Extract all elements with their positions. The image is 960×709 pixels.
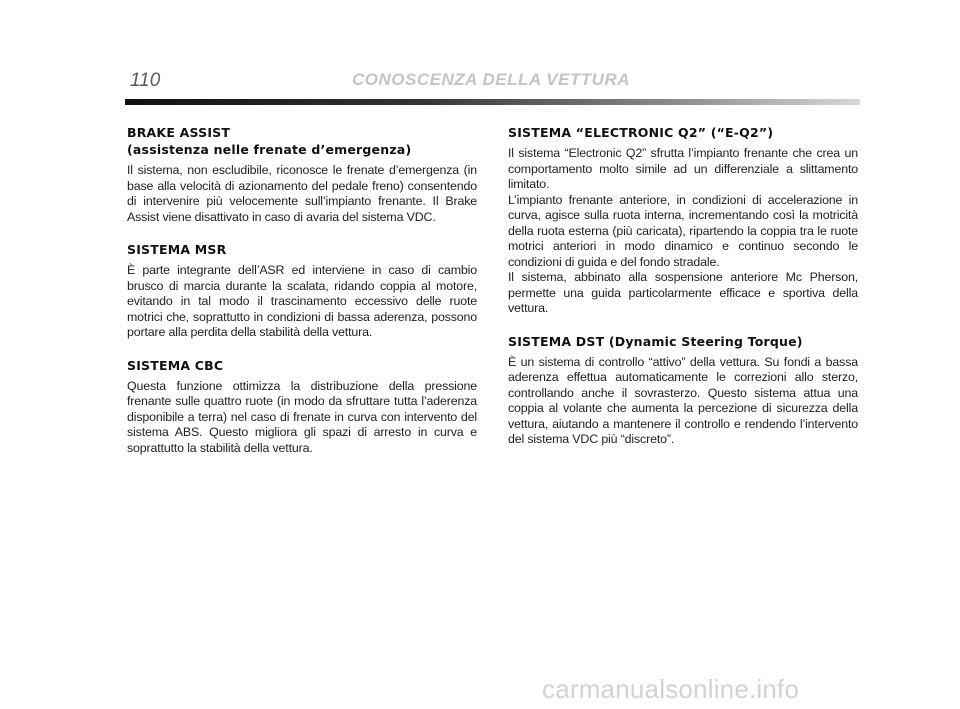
section-heading bbox=[127, 124, 477, 158]
section-text: Il sistema, non escludibile, riconosce le frenate d’emergenza (in base alla velocità di azionamento del pedale freno) consentendo di intervenire più velocemente sull’impianto frenante. Il Brake Assist viene disattivato in caso di avaria del sistema VDC. bbox=[127, 163, 477, 224]
section-heading: SISTEMA “ELECTRONIC Q2” (“E-Q2”) bbox=[508, 125, 774, 140]
paragraph: L’impianto frenante anteriore, in condizioni di accelerazione in curva, agisce sulla ruota interna, incrementando così la motricità della ruota esterna (più caricata), ripartendo la coppia tra le ruote motrici anteriori in modo dinamico e continuo secondo le condizioni di guida e del fondo stradale. bbox=[508, 192, 858, 269]
heading-line-2: (assistenza nelle frenate d’emergenza) bbox=[127, 142, 412, 157]
section-text: È parte integrante dell’ASR ed interviene in caso di cambio brusco di marcia durante la scalata, ridando coppia al motore, evitando in tal modo il trascinamento eccessivo delle ruote motrici che, soprattutto in condizioni di bassa aderenza, possono portare alla perdita della stabilità della vettura. bbox=[127, 263, 477, 339]
section-heading: SISTEMA CBC bbox=[127, 357, 224, 373]
page-number: 110 bbox=[130, 70, 161, 91]
paragraph: Il sistema, abbinato alla sospensione anteriore Mc Pherson, permette una guida particolarmente efficace e sportiva della vettura. bbox=[508, 270, 858, 315]
watermark: carmanualsonline.info bbox=[542, 674, 800, 704]
left-column bbox=[127, 124, 477, 472]
section-text: Questa funzione ottimizza la distribuzione della pressione frenante sulle quattro ruote (in modo da sfruttare tutta l’aderenza disponibile a terra) nel caso di frenate in curva con intervento del sistema ABS. Questo migliora gli spazi di arresto in curva e soprattutto la stabilità della vettura. bbox=[127, 378, 477, 455]
section-heading: SISTEMA MSR bbox=[127, 242, 227, 257]
section-text bbox=[508, 146, 858, 317]
heading-line-1: BRAKE ASSIST bbox=[127, 125, 231, 140]
section-cbc bbox=[127, 357, 477, 457]
paragraph: Il sistema “Electronic Q2” sfrutta l’impianto frenante che crea un comportamento molto simile ad un differenziale a slittamento limitato. bbox=[508, 146, 858, 191]
section-dst bbox=[508, 333, 858, 448]
section-text: È un sistema di controllo “attivo” della vettura. Su fondi a bassa aderenza effettua automaticamente le correzioni allo sterzo, controllando anche il sovrasterzo. Questo sistema attua una coppia al volante che aumenta la percezione di sicurezza della vettura, aiutando a mantenere il controllo e rendendo l’intervento del sistema VDC più “discreto”. bbox=[508, 354, 858, 446]
section-eq2 bbox=[508, 124, 858, 317]
section-heading: SISTEMA DST (Dynamic Steering Torque) bbox=[508, 333, 803, 349]
section-msr bbox=[127, 241, 477, 341]
running-title: CONOSCENZA DELLA VETTURA bbox=[352, 70, 631, 89]
header-rule bbox=[125, 99, 860, 105]
section-brake-assist bbox=[127, 124, 477, 225]
right-column bbox=[508, 124, 858, 464]
